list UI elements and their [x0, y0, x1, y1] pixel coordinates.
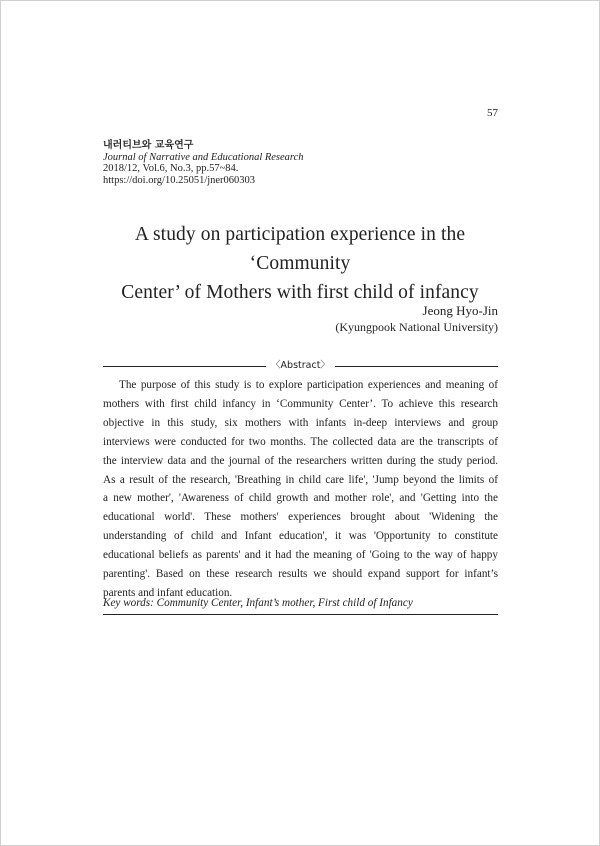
abstract-body: [103, 376, 498, 603]
page-number: 57: [487, 107, 498, 119]
abstract-line: As a result of the research, 'Breathing in child care life', 'Jump beyond the limits of: [103, 473, 498, 486]
journal-english-title: Journal of Narrative and Educational Research: [103, 151, 304, 163]
journal-doi: https://doi.org/10.25051/jner060303: [103, 174, 256, 186]
paper-title: [95, 220, 505, 307]
abstract-line: The purpose of this study is to explore participation experiences and meaning of: [119, 379, 498, 391]
abstract-line: understanding of child and Infant education', it was 'Opportunity to constitute: [103, 530, 498, 543]
abstract-line: educational beliefs as parents' and it had the meaning of 'Going to the way of happy: [103, 549, 498, 562]
author-affiliation: (Kyungpook National University): [335, 320, 498, 334]
paper-title-line: Center’ of Mothers with first child of infancy: [121, 282, 479, 303]
abstract-line: the interview data and the journal of the researchers written during the study period.: [103, 454, 498, 467]
abstract-line: a new mother', 'Awareness of child growth and mother role', and 'Getting into the: [103, 492, 498, 505]
paper-title-line: A study on participation experience in the ‘Community: [134, 224, 466, 274]
journal-korean-title: 내러티브와 교육연구: [103, 140, 194, 151]
abstract-heading-rule-right: [335, 366, 498, 367]
author-name: Jeong Hyo-Jin: [422, 303, 498, 318]
abstract-bottom-rule: [103, 614, 498, 615]
abstract-line: interviews were conducted for two months. The collected data are the transcripts of: [103, 435, 498, 448]
abstract-line: parents and infant education.: [103, 586, 233, 599]
abstract-line: parenting'. Based on these research results we should expand support for infant’s: [103, 568, 498, 581]
abstract-line: educational world'. These mothers' experiences brought about 'Widening the: [103, 511, 498, 524]
abstract-heading: [103, 359, 498, 373]
abstract-heading-rule-left: [103, 366, 266, 367]
journal-info: [103, 140, 304, 186]
journal-issue: 2018/12, Vol.6, No.3, pp.57~84.: [103, 163, 239, 174]
keywords: Key words: Community Center, Infant’s mother, First child of Infancy: [103, 597, 413, 609]
abstract-line: mothers with first child infancy in ‘Community Center’. To achieve this research: [103, 397, 498, 410]
abstract-line: objective in this study, six mothers with infants in-deep interviews and group: [103, 416, 498, 429]
abstract-heading-label: 〈Abstract〉: [271, 360, 330, 371]
